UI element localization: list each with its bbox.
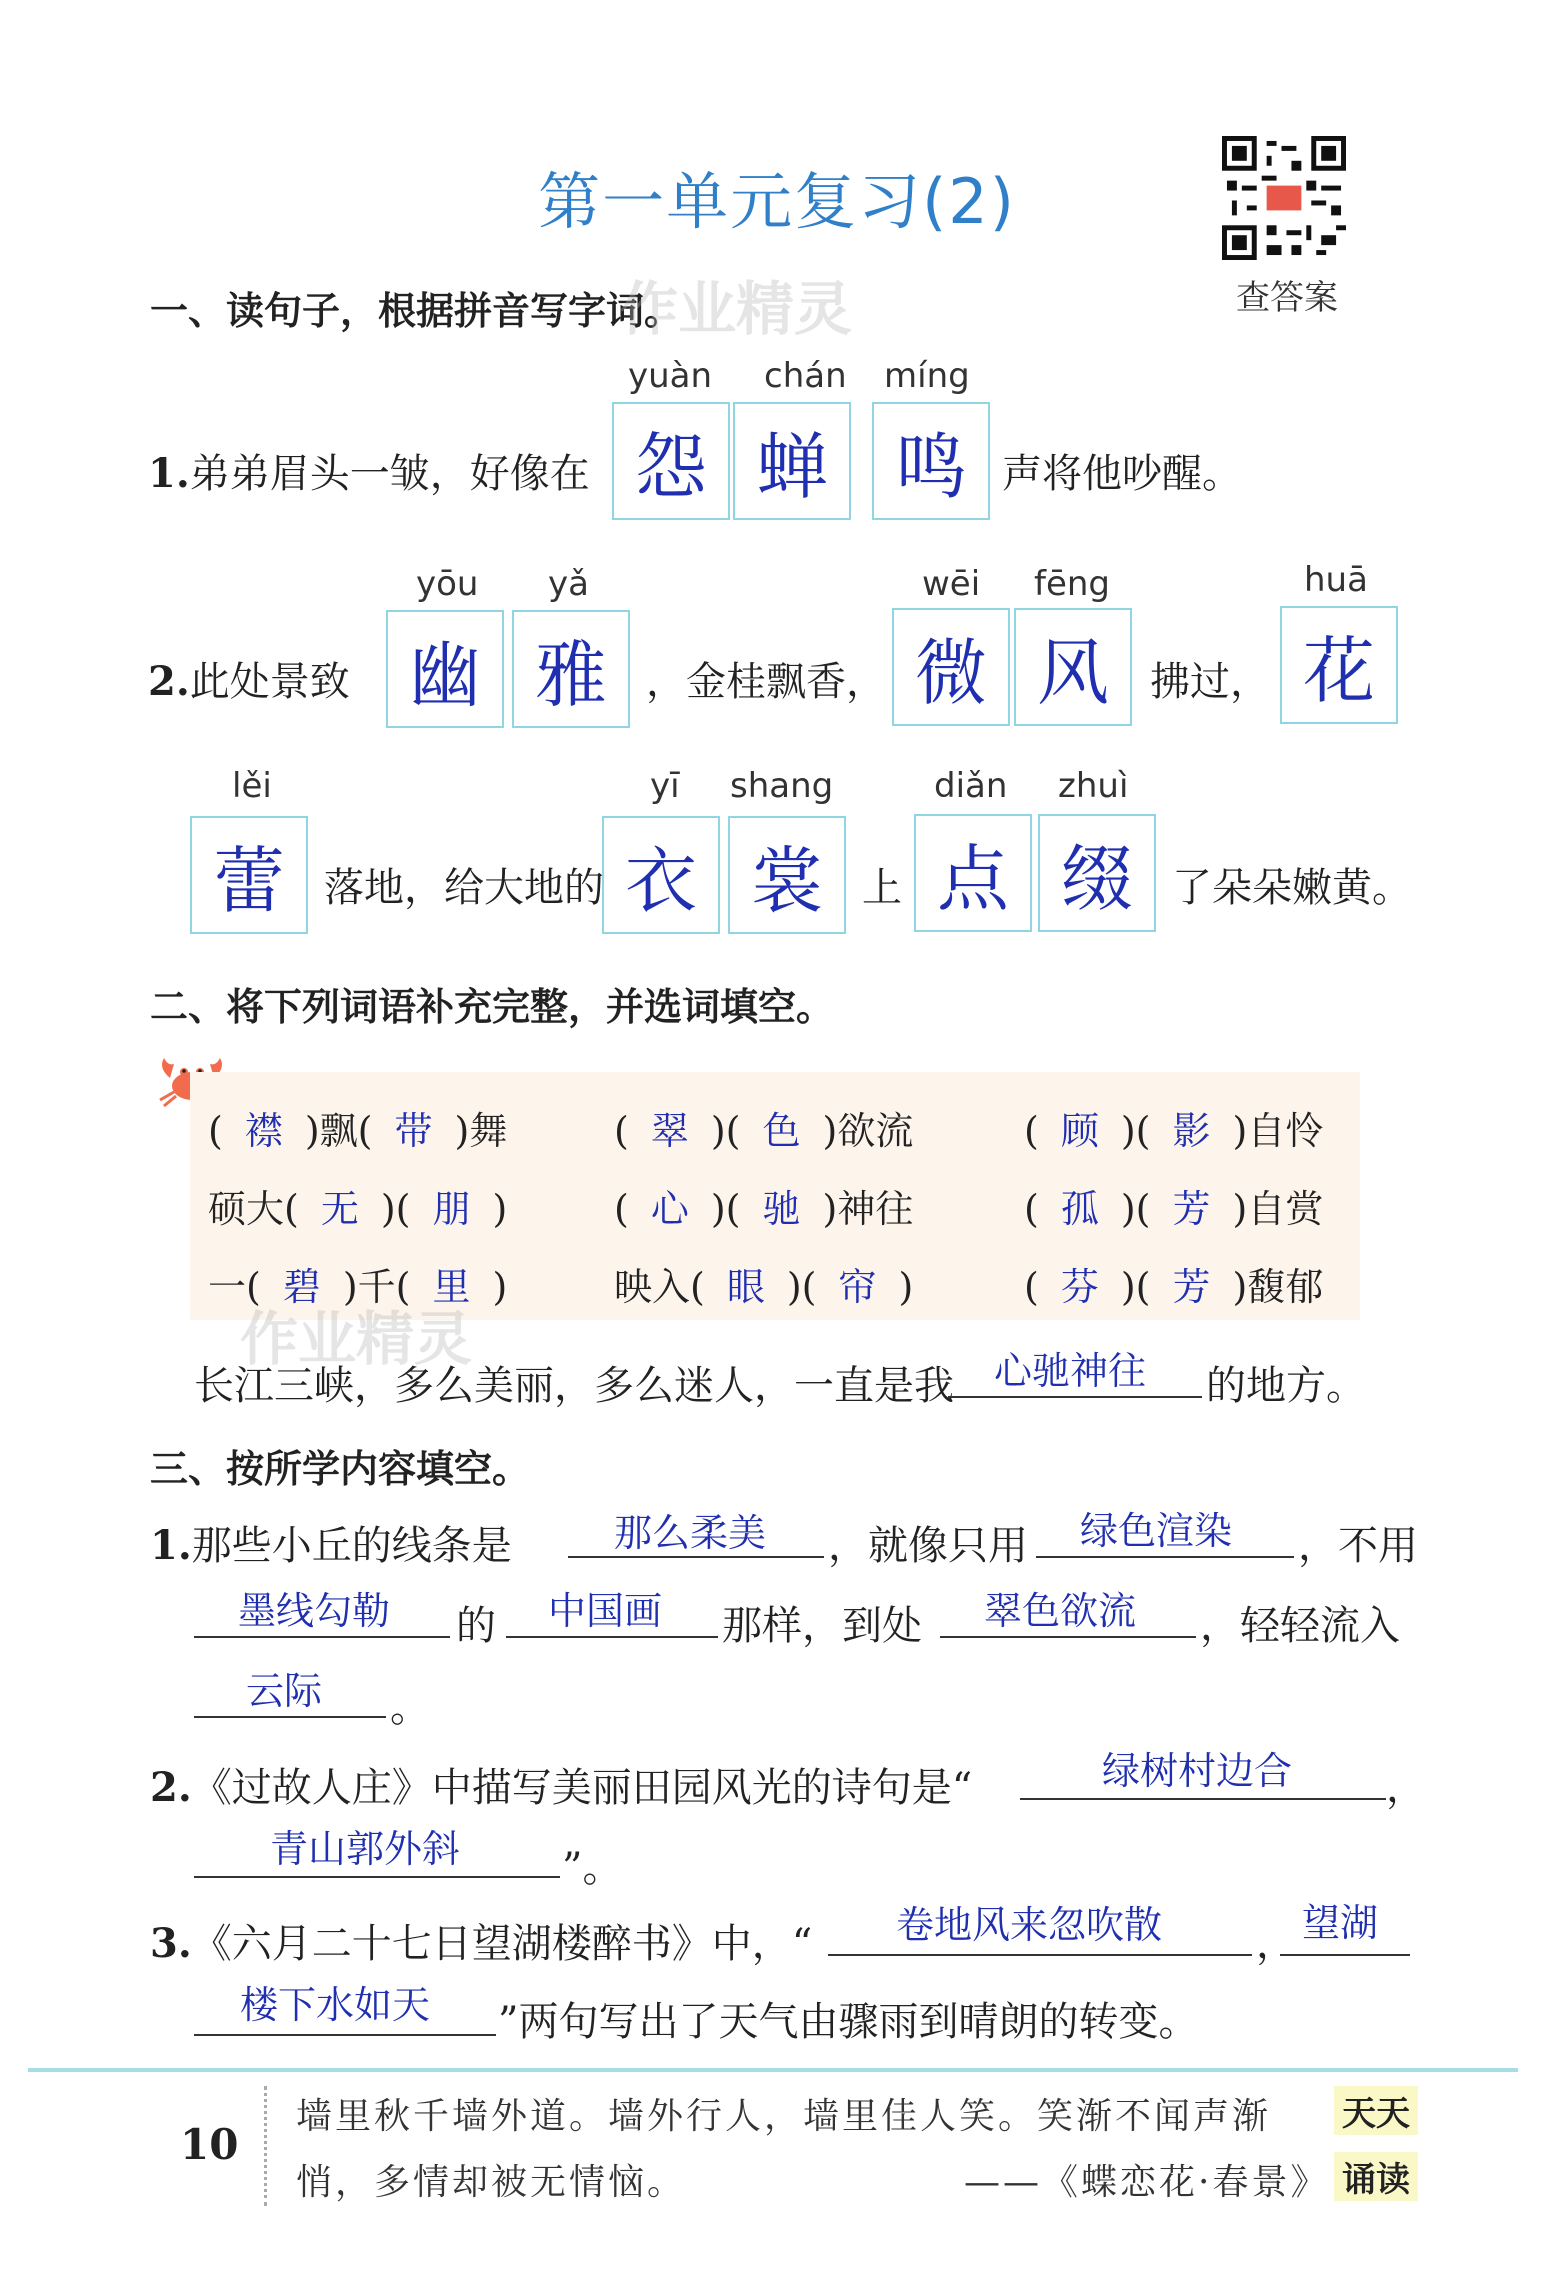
pinyin-yuan: yuàn [628, 356, 713, 396]
answer-box[interactable]: 蝉 [733, 402, 851, 520]
answer-box[interactable]: 微 [892, 608, 1010, 726]
handwritten-answer[interactable]: 翠色欲流 [984, 1589, 1137, 1633]
answer-box[interactable]: 蕾 [190, 816, 308, 934]
q2-text-part3: 拂过， [1150, 659, 1270, 705]
q32-text2: ， [1386, 1765, 1426, 1811]
answer-line [194, 1636, 450, 1638]
pinyin-shang: shang [730, 766, 834, 806]
watermark: 作业精灵 [620, 275, 853, 343]
q2-text-part5: 上 [862, 865, 902, 911]
section3-heading: 三、按所学内容填空。 [150, 1447, 531, 1491]
q33-text3: ”两句写出了天气由骤雨到晴朗的转变。 [498, 1999, 1199, 2045]
page-number: 10 [180, 2120, 239, 2169]
idiom-item: ( 孤 )( 芳 )自赏 [1024, 1187, 1324, 1231]
answer-line [940, 1636, 1196, 1638]
q1-text-after: 声将他吵醒。 [1002, 451, 1242, 497]
q31-text5: 那样，到处 [722, 1603, 922, 1649]
pinyin-lei: lěi [232, 766, 272, 806]
answer-line [1020, 1798, 1386, 1800]
q2-text-part4: 落地，给大地的 [324, 865, 604, 911]
answer-line [948, 1396, 1202, 1398]
idiom-item: 映入( 眼 )( 帘 ) [614, 1265, 914, 1309]
question-number: 3. [150, 1920, 192, 1967]
answer-box[interactable]: 花 [1280, 606, 1398, 724]
answer-line [828, 1954, 1252, 1956]
handwritten-answer[interactable]: 楼下水如天 [240, 1983, 431, 2027]
page-title: 第一单元复习(2) [538, 165, 1016, 238]
q31-text4: 的 [456, 1603, 496, 1649]
answer-box[interactable]: 风 [1014, 608, 1132, 726]
daily-tag-bottom: 诵读 [1334, 2152, 1418, 2201]
answer-box[interactable]: 鸣 [872, 402, 990, 520]
handwritten-answer[interactable]: 青山郭外斜 [270, 1827, 461, 1871]
q33-text1: 《六月二十七日望湖楼醉书》中，“ [191, 1921, 813, 1967]
pinyin-you: yōu [416, 564, 479, 604]
footer-divider [28, 2068, 1518, 2072]
pinyin-dian: diǎn [934, 766, 1008, 806]
poem-source: ——《蝶恋花·春景》 [964, 2162, 1330, 2203]
answer-line [194, 1716, 386, 1718]
idiom-item: ( 顾 )( 影 )自怜 [1024, 1109, 1324, 1153]
handwritten-answer[interactable]: 绿树村边合 [1102, 1749, 1293, 1793]
handwritten-answer[interactable]: 绿色渲染 [1080, 1509, 1233, 1553]
question-number: 2. [148, 658, 190, 705]
q31-text3: ，不用 [1298, 1523, 1418, 1569]
idiom-item: 一( 碧 )千( 里 ) [208, 1265, 508, 1309]
q31-text6: ，轻轻流入 [1200, 1603, 1400, 1649]
sentence-before: 长江三峡，多么美丽，多么迷人，一直是我 [194, 1363, 954, 1409]
q1-text-before: 弟弟眉头一皱，好像在 [189, 451, 590, 497]
q2-text-part2: ，金桂飘香， [646, 659, 886, 705]
idiom-item: ( 襟 )飘( 带 )舞 [208, 1109, 508, 1153]
pinyin-wei: wēi [922, 564, 981, 604]
q33-text2: ， [1256, 1921, 1296, 1967]
question-number: 1. [150, 1522, 192, 1569]
answer-box[interactable]: 幽 [386, 610, 504, 728]
q31-text2: ，就像只用 [828, 1523, 1028, 1569]
q2-text-part1: 此处景致 [189, 659, 350, 705]
answer-box[interactable]: 雅 [512, 610, 630, 728]
question-number: 2. [150, 1764, 192, 1811]
pinyin-ming: míng [884, 356, 970, 396]
pinyin-hua: huā [1304, 560, 1368, 600]
q32-text1: 《过故人庄》中描写美丽田园风光的诗句是“ [191, 1765, 973, 1811]
qr-code-icon[interactable] [1222, 136, 1346, 260]
handwritten-answer[interactable]: 心驰神往 [994, 1349, 1147, 1393]
qr-caption: 查答案 [1236, 278, 1338, 318]
pinyin-ya: yǎ [548, 564, 589, 604]
answer-box[interactable]: 点 [914, 814, 1032, 932]
footer-dotted-divider [264, 2086, 267, 2206]
handwritten-answer[interactable]: 墨线勾勒 [238, 1589, 391, 1633]
idiom-item: ( 芬 )( 芳 )馥郁 [1024, 1265, 1324, 1309]
answer-line [1280, 1954, 1410, 1956]
answer-box[interactable]: 衣 [602, 816, 720, 934]
question-number: 1. [148, 450, 190, 497]
poem-line-1: 墙里秋千墙外道。墙外行人，墙里佳人笑。笑渐不闻声渐 [296, 2096, 1272, 2137]
q2-text-part6: 了朵朵嫩黄。 [1172, 865, 1412, 911]
idiom-item: ( 翠 )( 色 )欲流 [614, 1109, 914, 1153]
daily-tag-top: 天天 [1334, 2086, 1418, 2135]
q31-text1: 那些小丘的线条是 [191, 1523, 512, 1569]
pinyin-chan: chán [764, 356, 847, 396]
idiom-item: 硕大( 无 )( 朋 ) [208, 1187, 508, 1231]
poem-line-2: 悄，多情却被无情恼。 [296, 2162, 687, 2203]
idiom-item: ( 心 )( 驰 )神往 [614, 1187, 914, 1231]
sentence-after: 的地方。 [1206, 1363, 1366, 1409]
answer-line [506, 1636, 718, 1638]
q31-text7: 。 [390, 1685, 430, 1731]
pinyin-zhui: zhuì [1058, 766, 1129, 806]
answer-box[interactable]: 裳 [728, 816, 846, 934]
answer-line [194, 2034, 496, 2036]
answer-box[interactable]: 怨 [612, 402, 730, 520]
handwritten-answer[interactable]: 望湖 [1302, 1901, 1379, 1945]
answer-box[interactable]: 缀 [1038, 814, 1156, 932]
watermark: 作业精灵 [240, 1305, 473, 1373]
pinyin-feng: fēng [1034, 564, 1111, 604]
handwritten-answer[interactable]: 那么柔美 [614, 1511, 767, 1555]
q32-text3: ”。 [562, 1845, 623, 1891]
section2-heading: 二、将下列词语补充完整，并选词填空。 [150, 985, 835, 1029]
answer-line [1036, 1556, 1294, 1558]
answer-line [194, 1876, 560, 1878]
pinyin-yi: yī [650, 766, 680, 806]
handwritten-answer[interactable]: 云际 [246, 1669, 323, 1713]
section1-heading: 一、读句子，根据拼音写字词。 [150, 289, 683, 333]
handwritten-answer[interactable]: 中国画 [548, 1589, 663, 1633]
handwritten-answer[interactable]: 卷地风来忽吹散 [896, 1903, 1163, 1947]
